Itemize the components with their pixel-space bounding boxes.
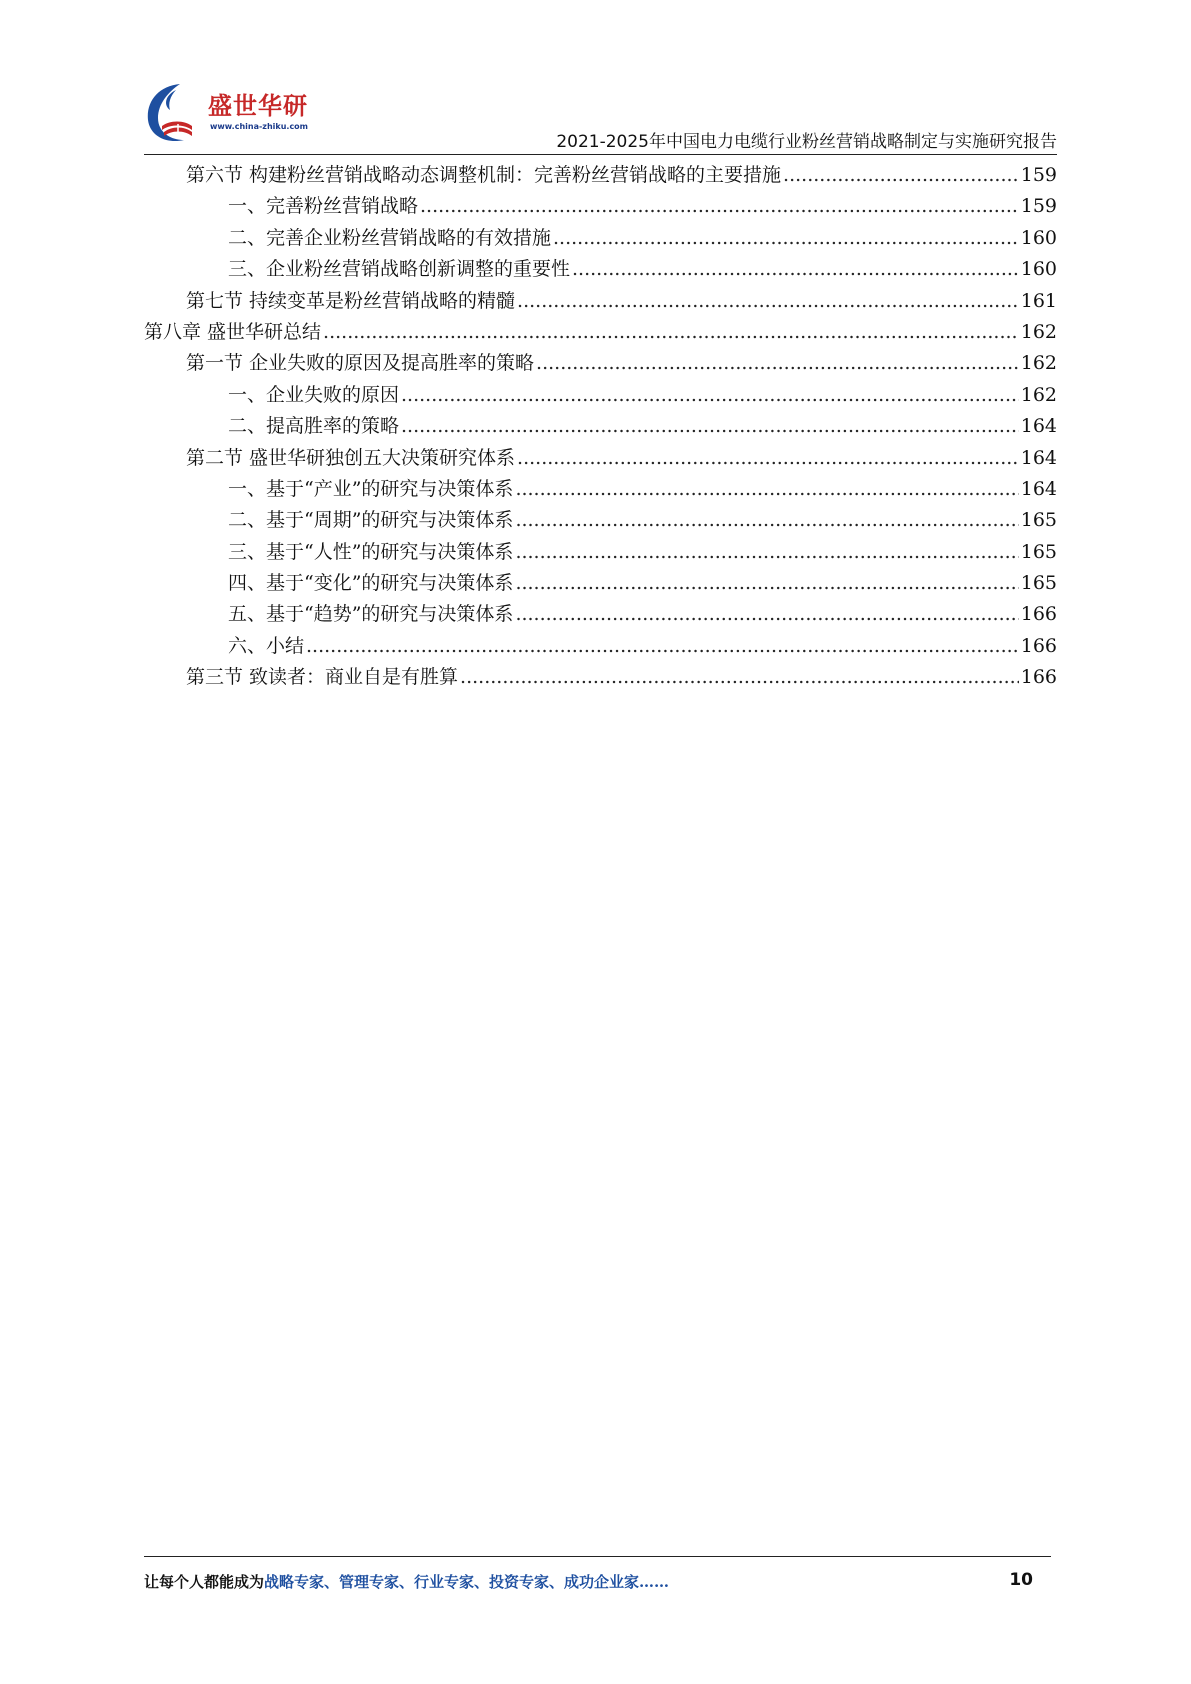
toc-entry-page: 166 <box>1020 666 1057 689</box>
toc-entry-page: 162 <box>1020 383 1057 406</box>
footer-slogan <box>144 1571 669 1592</box>
toc-leader-dots <box>420 191 1019 222</box>
toc-entry-page: 162 <box>1020 352 1057 375</box>
toc-leader-dots <box>515 505 1018 536</box>
company-logo <box>140 80 310 148</box>
toc-leader-dots <box>572 254 1019 285</box>
toc-entry-title: 六、小结 <box>228 634 305 657</box>
toc-entry[interactable] <box>144 662 1057 693</box>
toc-leader-dots <box>517 286 1019 317</box>
toc-entry[interactable] <box>144 537 1057 568</box>
toc-entry-title: 三、企业粉丝营销战略创新调整的重要性 <box>228 258 571 281</box>
toc-entry-page: 166 <box>1020 634 1057 657</box>
toc-entry[interactable] <box>144 631 1057 662</box>
toc-entry-page: 165 <box>1020 572 1057 595</box>
toc-entry[interactable] <box>144 191 1057 222</box>
toc-entry[interactable] <box>144 348 1057 379</box>
toc-entry-title: 三、基于“人性”的研究与决策体系 <box>228 540 514 563</box>
toc-entry-page: 166 <box>1020 603 1057 626</box>
toc-leader-dots <box>323 317 1019 348</box>
toc-leader-dots <box>783 160 1019 191</box>
toc-entry[interactable] <box>144 411 1057 442</box>
toc-entry-title: 第七节 持续变革是粉丝营销战略的精髓 <box>186 289 516 312</box>
toc-entry-title: 第一节 企业失败的原因及提高胜率的策略 <box>186 352 535 375</box>
toc-entry[interactable] <box>144 380 1057 411</box>
slogan-prefix: 让每个人都能成为 <box>144 1573 265 1591</box>
toc-entry-title: 一、企业失败的原因 <box>228 383 400 406</box>
report-title: 2021-2025年中国电力电缆行业粉丝营销战略制定与实施研究报告 <box>556 132 1057 152</box>
toc-entry-page: 159 <box>1020 195 1057 218</box>
toc-entry-page: 164 <box>1020 415 1057 438</box>
toc-entry-page: 165 <box>1020 509 1057 532</box>
toc-entry[interactable] <box>144 474 1057 505</box>
logo-text: 盛世华研 <box>208 92 308 120</box>
toc-leader-dots <box>515 568 1018 599</box>
toc-entry[interactable] <box>144 443 1057 474</box>
logo-url: www.china-zhiku.com <box>210 122 309 131</box>
toc-entry-page: 160 <box>1020 258 1057 281</box>
toc-entry-title: 二、完善企业粉丝营销战略的有效措施 <box>228 226 552 249</box>
toc-entry-title: 二、基于“周期”的研究与决策体系 <box>228 509 514 532</box>
toc-entry-title: 二、提高胜率的策略 <box>228 415 400 438</box>
toc-leader-dots <box>515 474 1018 505</box>
toc-leader-dots <box>536 348 1019 379</box>
toc-entry[interactable] <box>144 317 1057 348</box>
toc-leader-dots <box>553 223 1019 254</box>
table-of-contents <box>144 160 1057 694</box>
logo-swoosh-icon <box>140 80 210 148</box>
toc-entry-page: 161 <box>1020 289 1057 312</box>
toc-entry-page: 160 <box>1020 226 1057 249</box>
toc-entry-title: 一、完善粉丝营销战略 <box>228 195 419 218</box>
toc-entry-title: 第八章 盛世华研总结 <box>144 320 322 343</box>
toc-entry-title: 一、基于“产业”的研究与决策体系 <box>228 477 514 500</box>
toc-entry[interactable] <box>144 599 1057 630</box>
toc-entry[interactable] <box>144 223 1057 254</box>
toc-entry-title: 第三节 致读者：商业自是有胜算 <box>186 666 459 689</box>
toc-entry[interactable] <box>144 568 1057 599</box>
toc-entry-title: 第二节 盛世华研独创五大决策研究体系 <box>186 446 516 469</box>
toc-leader-dots <box>401 380 1019 411</box>
toc-entry[interactable] <box>144 505 1057 536</box>
toc-entry-title: 第六节 构建粉丝营销战略动态调整机制：完善粉丝营销战略的主要措施 <box>186 164 782 186</box>
toc-entry-page: 164 <box>1020 477 1057 500</box>
toc-entry[interactable] <box>144 160 1057 191</box>
toc-entry[interactable] <box>144 254 1057 285</box>
page-number: 10 <box>1009 1570 1033 1590</box>
toc-entry-title: 五、基于“趋势”的研究与决策体系 <box>228 603 514 626</box>
toc-entry-title: 四、基于“变化”的研究与决策体系 <box>228 572 514 595</box>
toc-leader-dots <box>515 537 1018 568</box>
toc-entry[interactable] <box>144 286 1057 317</box>
toc-leader-dots <box>515 599 1018 630</box>
toc-leader-dots <box>306 631 1019 662</box>
toc-entry-page: 164 <box>1020 446 1057 469</box>
toc-leader-dots <box>517 443 1019 474</box>
toc-entry-page: 165 <box>1020 540 1057 563</box>
slogan-highlight: 战略专家、管理专家、行业专家、投资专家、成功企业家…… <box>264 1573 670 1591</box>
toc-entry-page: 159 <box>1020 164 1057 186</box>
toc-leader-dots <box>401 411 1019 442</box>
header-divider <box>144 154 1057 155</box>
footer-divider <box>144 1556 1051 1557</box>
toc-entry-page: 162 <box>1020 320 1057 343</box>
toc-leader-dots <box>460 662 1019 693</box>
